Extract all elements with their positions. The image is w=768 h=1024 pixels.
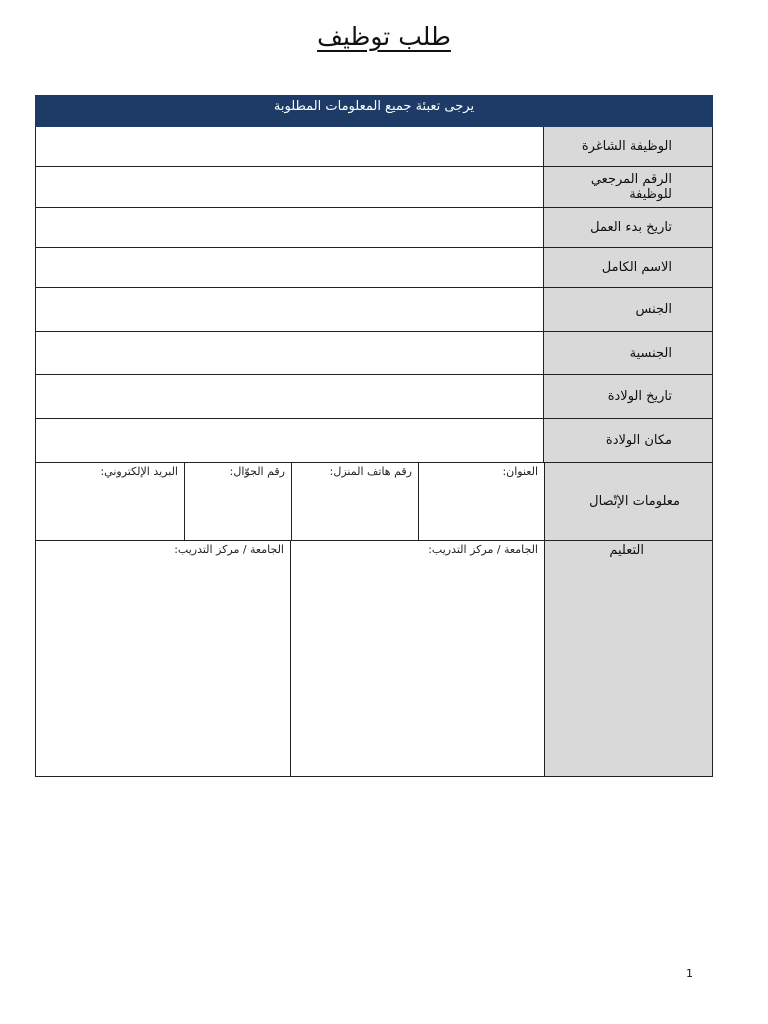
address-field[interactable]: العنوان:	[418, 463, 544, 540]
form-row-vacancy	[35, 127, 713, 167]
education-field-1[interactable]: الجامعة / مركز التدريب:	[290, 541, 544, 776]
education-field-2[interactable]: الجامعة / مركز التدريب:	[174, 543, 284, 556]
form-row-birth-place	[35, 419, 713, 463]
page-title: طلب توظيف	[317, 22, 451, 51]
home-phone-field[interactable]: رقم هاتف المنزل:	[291, 463, 418, 540]
reference-field[interactable]	[36, 167, 544, 207]
reference-label: الرقم المرجعي للوظيفة	[544, 167, 712, 207]
form-row-full-name	[35, 248, 713, 288]
contact-fields	[36, 463, 545, 540]
birth-place-label: مكان الولادة	[544, 419, 712, 462]
vacancy-label: الوظيفة الشاغرة	[544, 127, 712, 166]
mobile-field[interactable]: رقم الجوّال:	[184, 463, 291, 540]
education-label: التعليم	[545, 541, 712, 776]
contact-label: معلومات الإتّصال	[545, 463, 712, 540]
email-field[interactable]: البريد الإلكتروني:	[100, 465, 178, 478]
form-row-birth-date	[35, 375, 713, 419]
form-row-gender	[35, 288, 713, 332]
full-name-field[interactable]	[36, 248, 544, 287]
full-name-label: الاسم الكامل	[544, 248, 712, 287]
gender-field[interactable]	[36, 288, 544, 331]
application-form	[35, 95, 713, 777]
nationality-field[interactable]	[36, 332, 544, 374]
form-row-contact	[35, 463, 713, 541]
form-row-nationality	[35, 332, 713, 375]
birth-place-field[interactable]	[36, 419, 544, 462]
birth-date-label: تاريخ الولادة	[544, 375, 712, 418]
vacancy-field[interactable]	[36, 127, 544, 166]
start-date-label: تاريخ بدء العمل	[544, 208, 712, 247]
page-number: 1	[686, 967, 693, 980]
form-header: يرجى تعبئة جميع المعلومات المطلوبة	[35, 95, 713, 127]
form-row-reference	[35, 167, 713, 208]
gender-label: الجنس	[544, 288, 712, 331]
form-row-education	[35, 541, 713, 777]
form-row-start-date	[35, 208, 713, 248]
education-fields	[36, 541, 545, 776]
start-date-field[interactable]	[36, 208, 544, 247]
birth-date-field[interactable]	[36, 375, 544, 418]
nationality-label: الجنسية	[544, 332, 712, 374]
